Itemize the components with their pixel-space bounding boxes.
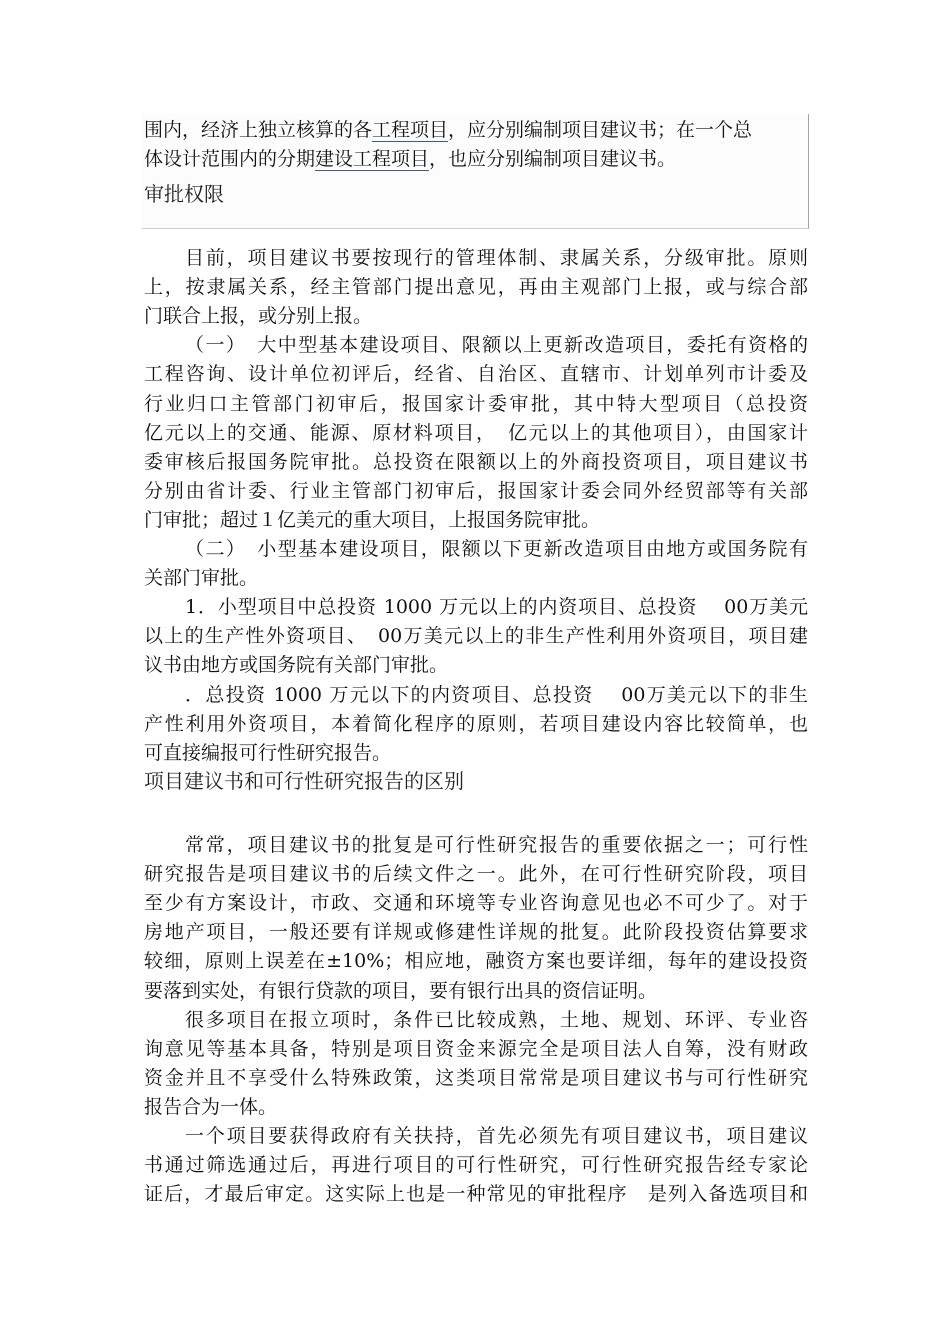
- text-line-content: 上，按隶属关系，经主管部门提出意见，再由主观部门上报，或与综合部: [144, 276, 808, 299]
- text-line-content: 门联合上报，或分别上报。: [144, 305, 373, 328]
- text-line: [144, 273, 808, 301]
- text-line: [144, 1035, 808, 1063]
- text-line: [144, 448, 808, 476]
- construction-project-link[interactable]: 建设工程项目: [315, 148, 430, 170]
- text-line-content: 可直接编报可行性研究报告。: [144, 741, 392, 764]
- text-line-content: 常常，项目建议书的批复是可行性研究报告的重要依据之一；可行性: [185, 834, 808, 856]
- text-line-content: 议书由地方或国务院有关部门审批。: [144, 654, 449, 677]
- text-line-content: （一） 大中型基本建设项目、限额以上更新改造项目，委托有资格的: [185, 334, 808, 357]
- text-line: [144, 477, 808, 505]
- text-line: [185, 1006, 808, 1034]
- text-line: [185, 681, 808, 709]
- text-line-content: 资金并且不享受什么特殊政策，这类项目常常是项目建议书与可行性研究: [144, 1066, 808, 1089]
- text-line-content: 询意见等基本具备，特别是项目资金来源完全是项目法人自筹，没有财政: [144, 1037, 808, 1060]
- text-line-content: 至少有方案设计，市政、交通和环境等专业咨询意见也必不可少了。对于: [144, 892, 808, 915]
- text-line-content: 要落到实处，有银行贷款的项目，要有银行出具的资信证明。: [144, 979, 658, 1002]
- engineering-project-link[interactable]: 工程项目: [372, 119, 449, 141]
- text-line: [144, 651, 448, 679]
- text-line-content: 很多项目在报立项时，条件已比较成熟，土地、规划、环评、专业咨: [185, 1008, 808, 1031]
- text-line-content: 证后，才最后审定。这实际上也是一种常见的审批程序 是列入备选项目和: [144, 1183, 808, 1206]
- text-line-content: 委审核后报国务院审批。总投资在限额以上的外商投资项目，项目建议书: [144, 450, 808, 473]
- frame-text: ，也应分别编制项目建议书。: [429, 148, 677, 170]
- frame-line-2: [144, 145, 676, 173]
- text-line: [185, 593, 808, 621]
- text-line: [144, 947, 808, 975]
- text-line-content: 一个项目要获得政府有关扶持，首先必须先有项目建议书，项目建议: [185, 1125, 808, 1147]
- text-line-content: 分别由省计委、行业主管部门初审后，报国家计委会同外经贸部等有关部: [144, 479, 808, 502]
- text-line: [185, 331, 808, 359]
- text-line: [144, 1064, 808, 1092]
- text-line: [144, 360, 808, 388]
- text-line-content: 研究报告是项目建议书的后续文件之一。此外，在可行性研究阶段，项目: [144, 863, 808, 886]
- text-line-content: 行业归口主管部门初审后，报国家计委审批，其中特大型项目（总投资: [144, 392, 808, 415]
- text-line: [144, 860, 808, 888]
- section-heading-difference: 项目建议书和可行性研究报告的区别: [144, 769, 464, 793]
- text-line: [144, 918, 808, 946]
- text-line: [144, 302, 372, 330]
- text-line: [185, 1122, 808, 1150]
- text-line-content: 以上的生产性外资项目、 00万美元以上的非生产性利用外资项目，项目建: [144, 625, 808, 648]
- text-line-content: 较细，原则上误差在±10%；相应地，融资方案也要详细，每年的建设投资: [144, 950, 808, 973]
- section-heading-approval: 审批权限: [144, 182, 224, 206]
- text-line: [185, 831, 808, 859]
- text-line: [185, 244, 808, 272]
- text-line: [144, 564, 258, 592]
- text-line-content: ．总投资 1000 万元以下的内资项目、总投资 00万美元以下的非生: [185, 683, 808, 706]
- text-line: [144, 889, 808, 917]
- text-line-content: 门审批；超过１亿美元的重大项目，上报国务院审批。: [144, 508, 601, 531]
- text-line-content: 报告合为一体。: [144, 1095, 278, 1118]
- frame-text: 围内，经济上独立核算的各: [144, 119, 373, 141]
- text-line: [144, 977, 657, 1005]
- text-line-content: 目前，项目建议书要按现行的管理体制、隶属关系，分级审批。原则: [185, 247, 808, 269]
- text-line-content: （二） 小型基本建设项目，限额以下更新改造项目由地方或国务院有: [185, 538, 808, 560]
- text-line: [144, 506, 600, 534]
- text-line-content: 关部门审批。: [144, 567, 259, 590]
- text-line: [144, 710, 808, 738]
- frame-text: ，应分别编制项目建议书；在一个总: [448, 119, 753, 141]
- text-line: [144, 739, 391, 767]
- text-line: [144, 390, 808, 418]
- text-line-content: 产性利用外资项目，本着简化程序的原则，若项目建设内容比较简单，也: [144, 712, 808, 735]
- text-line: [144, 1180, 808, 1208]
- text-line-content: 工程咨询、设计单位初评后，经省、自治区、直辖市、计划单列市计委及: [144, 363, 808, 386]
- text-line-content: 1．小型项目中总投资 1000 万元以上的内资项目、总投资 00万美元: [185, 596, 808, 619]
- frame-line-1: [144, 116, 752, 144]
- text-line-content: 房地产项目，一般还要有详规或修建性详规的批复。此阶段投资估算要求: [144, 921, 808, 944]
- text-line: [144, 1151, 808, 1179]
- text-line-content: 书通过筛选通过后，再进行项目的可行性研究，可行性研究报告经专家论: [144, 1154, 808, 1177]
- text-line: [185, 535, 808, 563]
- text-line-content: 亿元以上的交通、能源、原材料项目， 亿元以上的其他项目），由国家计: [144, 421, 808, 444]
- text-line: [144, 622, 808, 650]
- text-line: [144, 419, 808, 447]
- text-line: [144, 1093, 277, 1121]
- frame-text: 体设计范围内的分期: [144, 148, 316, 170]
